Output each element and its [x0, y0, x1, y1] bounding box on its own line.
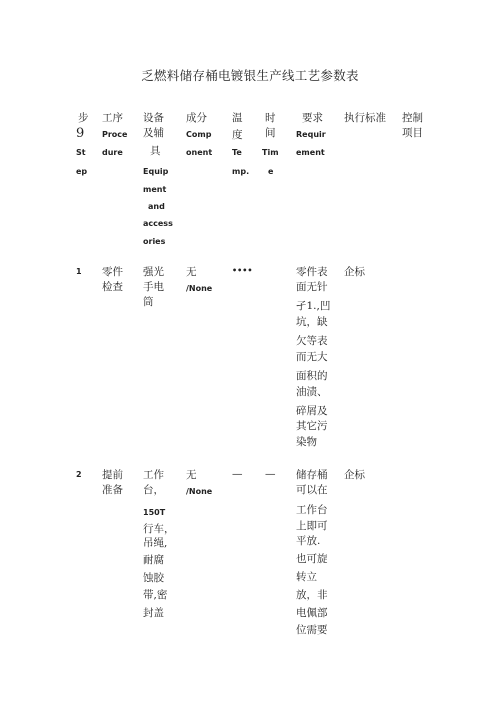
row2-req-6: 也可旋: [296, 553, 328, 565]
row2-equipment-3: 150T: [143, 508, 166, 517]
row1-step: 1: [76, 267, 82, 276]
header-control-zh-1: 控制: [402, 112, 423, 124]
header-procedure-en-2: dure: [102, 148, 123, 157]
row2-req-5: 平放.: [296, 535, 321, 547]
header-step-num: 9: [76, 126, 85, 141]
header-step-en-2: ep: [76, 167, 88, 176]
row2-temp: —: [232, 468, 243, 480]
header-standard: 执行标准: [344, 112, 386, 124]
row1-temp: ••••: [232, 266, 253, 275]
header-equipment-en-3: and: [148, 202, 165, 211]
row2-standard: 企标: [344, 469, 365, 481]
header-requirement-zh: 要求: [302, 112, 323, 124]
row2-req-9: 电佩部: [296, 607, 328, 619]
row1-procedure-1: 零件: [102, 266, 123, 278]
header-step-zh: 步: [78, 112, 89, 124]
row2-equipment-7: 蚀胶: [143, 572, 164, 584]
header-temp-zh-2: 度: [232, 129, 243, 141]
row1-equipment-3: 筒: [143, 296, 154, 308]
row2-equipment-6: 耐腐: [143, 554, 164, 566]
row2-procedure-1: 提前: [102, 469, 123, 481]
header-component-zh: 成分: [186, 112, 207, 124]
row2-req-1: 储存桶: [296, 469, 328, 481]
row2-time: —: [265, 468, 276, 480]
header-requirement-en-1: Requir: [296, 130, 326, 139]
header-temp-en-1: Te: [232, 148, 242, 157]
row2-component-1: 无: [186, 469, 197, 481]
header-procedure-en-1: Proce: [102, 130, 128, 139]
row1-req-8: 油渍、: [296, 386, 328, 398]
header-step-en-1: St: [76, 148, 86, 157]
row2-req-3: 工作台: [296, 504, 328, 516]
header-equipment-zh-1: 设备: [143, 112, 164, 124]
row2-step: 2: [76, 470, 82, 479]
row1-req-11: 染物: [296, 436, 317, 448]
row2-req-10: 位需要: [296, 624, 328, 636]
row1-procedure-2: 检查: [102, 281, 123, 293]
row1-equipment-2: 手电: [143, 281, 164, 293]
row1-req-3: 孑1.,凹: [296, 300, 331, 312]
row2-equipment-8: 带,密: [143, 589, 168, 601]
row1-req-10: 其它污: [296, 420, 328, 432]
row1-component-2: /None: [186, 284, 213, 293]
row1-req-4: 坑，缺: [296, 316, 328, 328]
row1-req-5: 欠等表: [296, 335, 328, 347]
row2-procedure-2: 准备: [102, 484, 123, 496]
header-procedure-zh: 工序: [102, 112, 123, 124]
document-title: 乏燃料储存桶电镀银生产线工艺参数表: [141, 68, 359, 83]
row1-req-7: 面积的: [296, 370, 328, 382]
row1-req-6: 而无大: [296, 351, 328, 363]
row1-equipment-1: 强光: [143, 266, 164, 278]
header-equipment-en-1: Equip: [143, 167, 169, 176]
row2-component-2: /None: [186, 487, 213, 496]
header-time-zh-1: 时: [265, 112, 276, 124]
row2-req-2: 可以在: [296, 484, 328, 496]
row2-req-7: 转立: [296, 571, 317, 583]
row2-equipment-2: 台，: [143, 484, 164, 496]
row1-req-2: 面无针: [296, 281, 328, 293]
header-equipment-zh-3: 具: [150, 145, 161, 157]
header-component-en-1: Comp: [186, 130, 212, 139]
header-equipment-en-5: ories: [143, 237, 166, 246]
header-component-en-2: onent: [186, 148, 213, 157]
header-time-en-2: e: [268, 167, 274, 176]
header-time-en-1: Tim: [262, 148, 279, 157]
header-equipment-zh-2: 及辅: [143, 127, 164, 139]
row2-equipment-5: 吊绳,: [143, 537, 168, 549]
row1-component-1: 无: [186, 266, 197, 278]
row2-equipment-1: 工作: [143, 469, 164, 481]
header-time-zh-2: 间: [265, 127, 276, 139]
row2-equipment-9: 封盖: [143, 607, 164, 619]
row2-req-8: 放，非: [296, 589, 328, 601]
row1-req-1: 零件表: [296, 266, 328, 278]
header-control-zh-2: 项目: [402, 127, 423, 139]
row2-req-4: 上即可: [296, 520, 328, 532]
header-equipment-en-4: access: [143, 219, 173, 228]
header-temp-en-2: mp.: [232, 167, 250, 176]
row2-equipment-4: 行车，: [143, 523, 175, 535]
row1-req-9: 碎屑及: [296, 405, 328, 417]
header-requirement-en-2: ement: [296, 148, 325, 157]
row1-standard: 企标: [344, 266, 365, 278]
header-temp-zh-1: 温: [232, 112, 243, 124]
header-equipment-en-2: ment: [143, 185, 167, 194]
